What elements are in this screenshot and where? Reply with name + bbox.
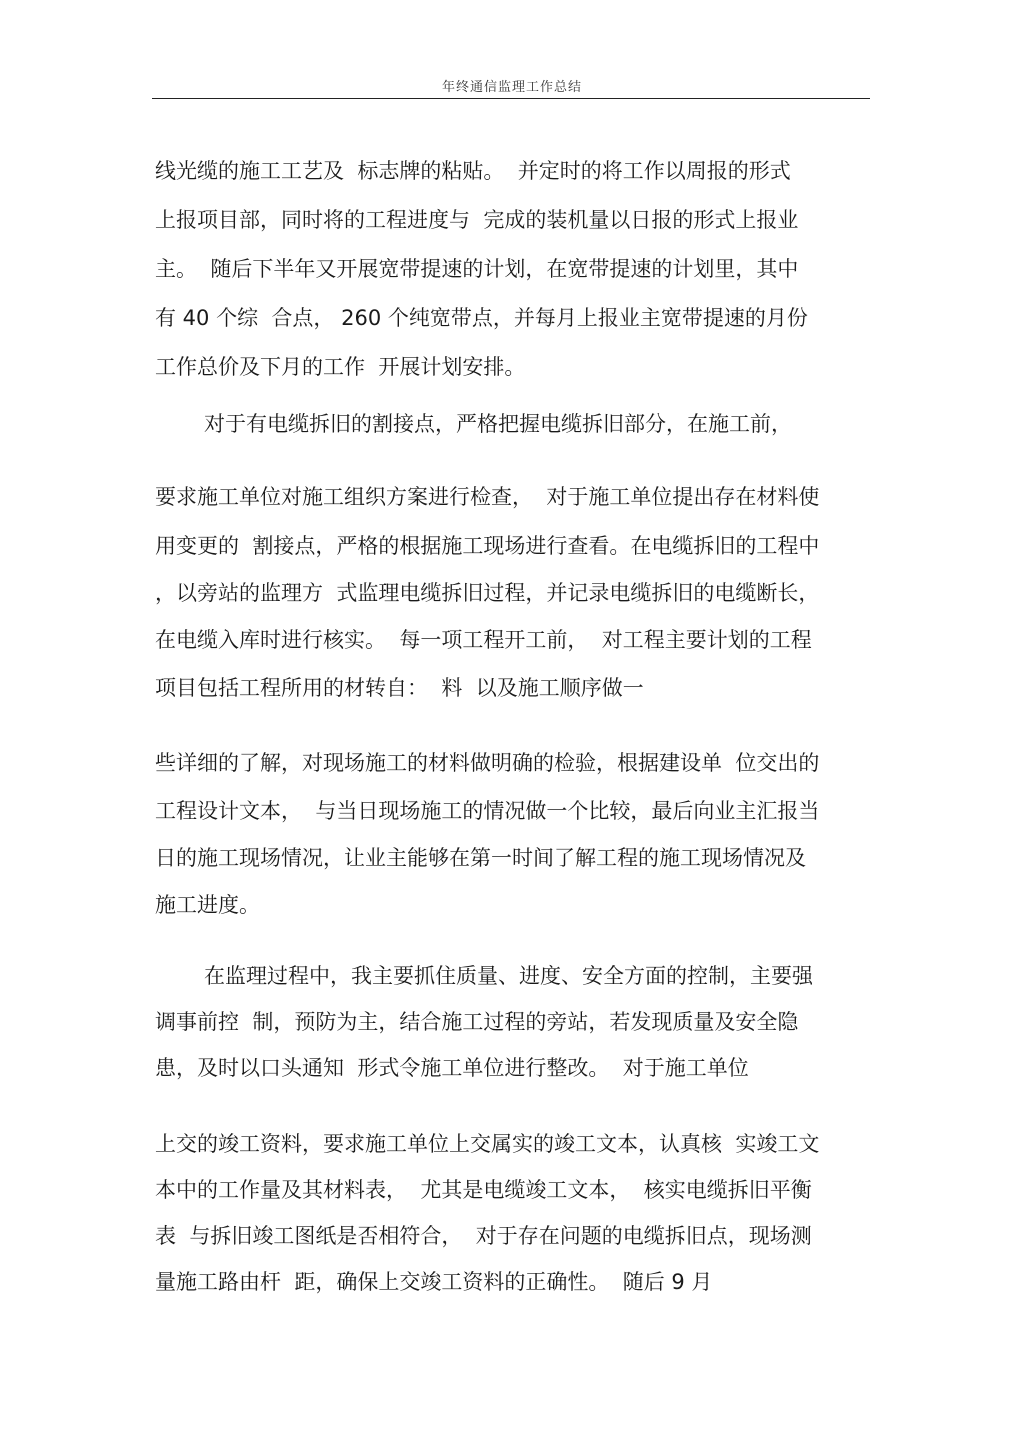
text-line: 在监理过程中，我主要抓住质量、进度、安全方面的控制，主要强 [204, 964, 813, 988]
text-line: 些详细的了解，对现场施工的材料做明确的检验，根据建设单 位交出的 [155, 751, 820, 775]
text-line: 主。 随后下半年又开展宽带提速的计划，在宽带提速的计划里，其中 [155, 257, 799, 281]
text-line: 上交的竣工资料，要求施工单位上交属实的竣工文本，认真核 实竣工文 [155, 1132, 820, 1156]
text-line: 患，及时以口头通知 形式令施工单位进行整改。 对于施工单位 [155, 1056, 749, 1080]
text-line: 工程设计文本， 与当日现场施工的情况做一个比较，最后向业主汇报当 [155, 799, 820, 823]
text-line: 施工进度。 [155, 893, 260, 917]
text-line: 用变更的 割接点，严格的根据施工现场进行查看。在电缆拆旧的工程中 [155, 534, 820, 558]
header-divider [152, 98, 870, 99]
text-line: 调事前控 制，预防为主，结合施工过程的旁站，若发现质量及安全隐 [155, 1010, 799, 1034]
text-line: 要求施工单位对施工组织方案进行检查， 对于施工单位提出存在材料使 [155, 485, 820, 509]
header-title: 年终通信监理工作总结 [441, 80, 582, 95]
text-line: 本中的工作量及其材料表， 尤其是电缆竣工文本， 核实电缆拆旧平衡 [155, 1178, 812, 1202]
text-line: 上报项目部，同时将的工程进度与 完成的装机量以日报的形式上报业 [155, 208, 799, 232]
text-line: 有 40 个综 合点， 260 个纯宽带点，并每月上报业主宽带提速的月份 [155, 306, 808, 330]
text-line: 在电缆入库时进行核实。 每一项工程开工前， 对工程主要计划的工程 [155, 628, 812, 652]
text-line: 对于有电缆拆旧的割接点，严格把握电缆拆旧部分，在施工前， [204, 412, 792, 436]
text-line: 工作总价及下月的工作 开展计划安排。 [155, 355, 526, 379]
text-line: 项目包括工程所用的材转自： 料 以及施工顺序做一 [155, 676, 644, 700]
text-line: 日的施工现场情况，让业主能够在第一时间了解工程的施工现场情况及 [155, 846, 806, 870]
text-line: ，以旁站的监理方 式监理电缆拆旧过程，并记录电缆拆旧的电缆断长， [155, 581, 820, 605]
text-line: 量施工路由杆 距，确保上交竣工资料的正确性。 随后 9 月 [155, 1270, 713, 1294]
text-line: 表 与拆旧竣工图纸是否相符合， 对于存在问题的电缆拆旧点，现场测 [155, 1224, 812, 1248]
text-line: 线光缆的施工工艺及 标志牌的粘贴。 并定时的将工作以周报的形式 [155, 159, 791, 183]
